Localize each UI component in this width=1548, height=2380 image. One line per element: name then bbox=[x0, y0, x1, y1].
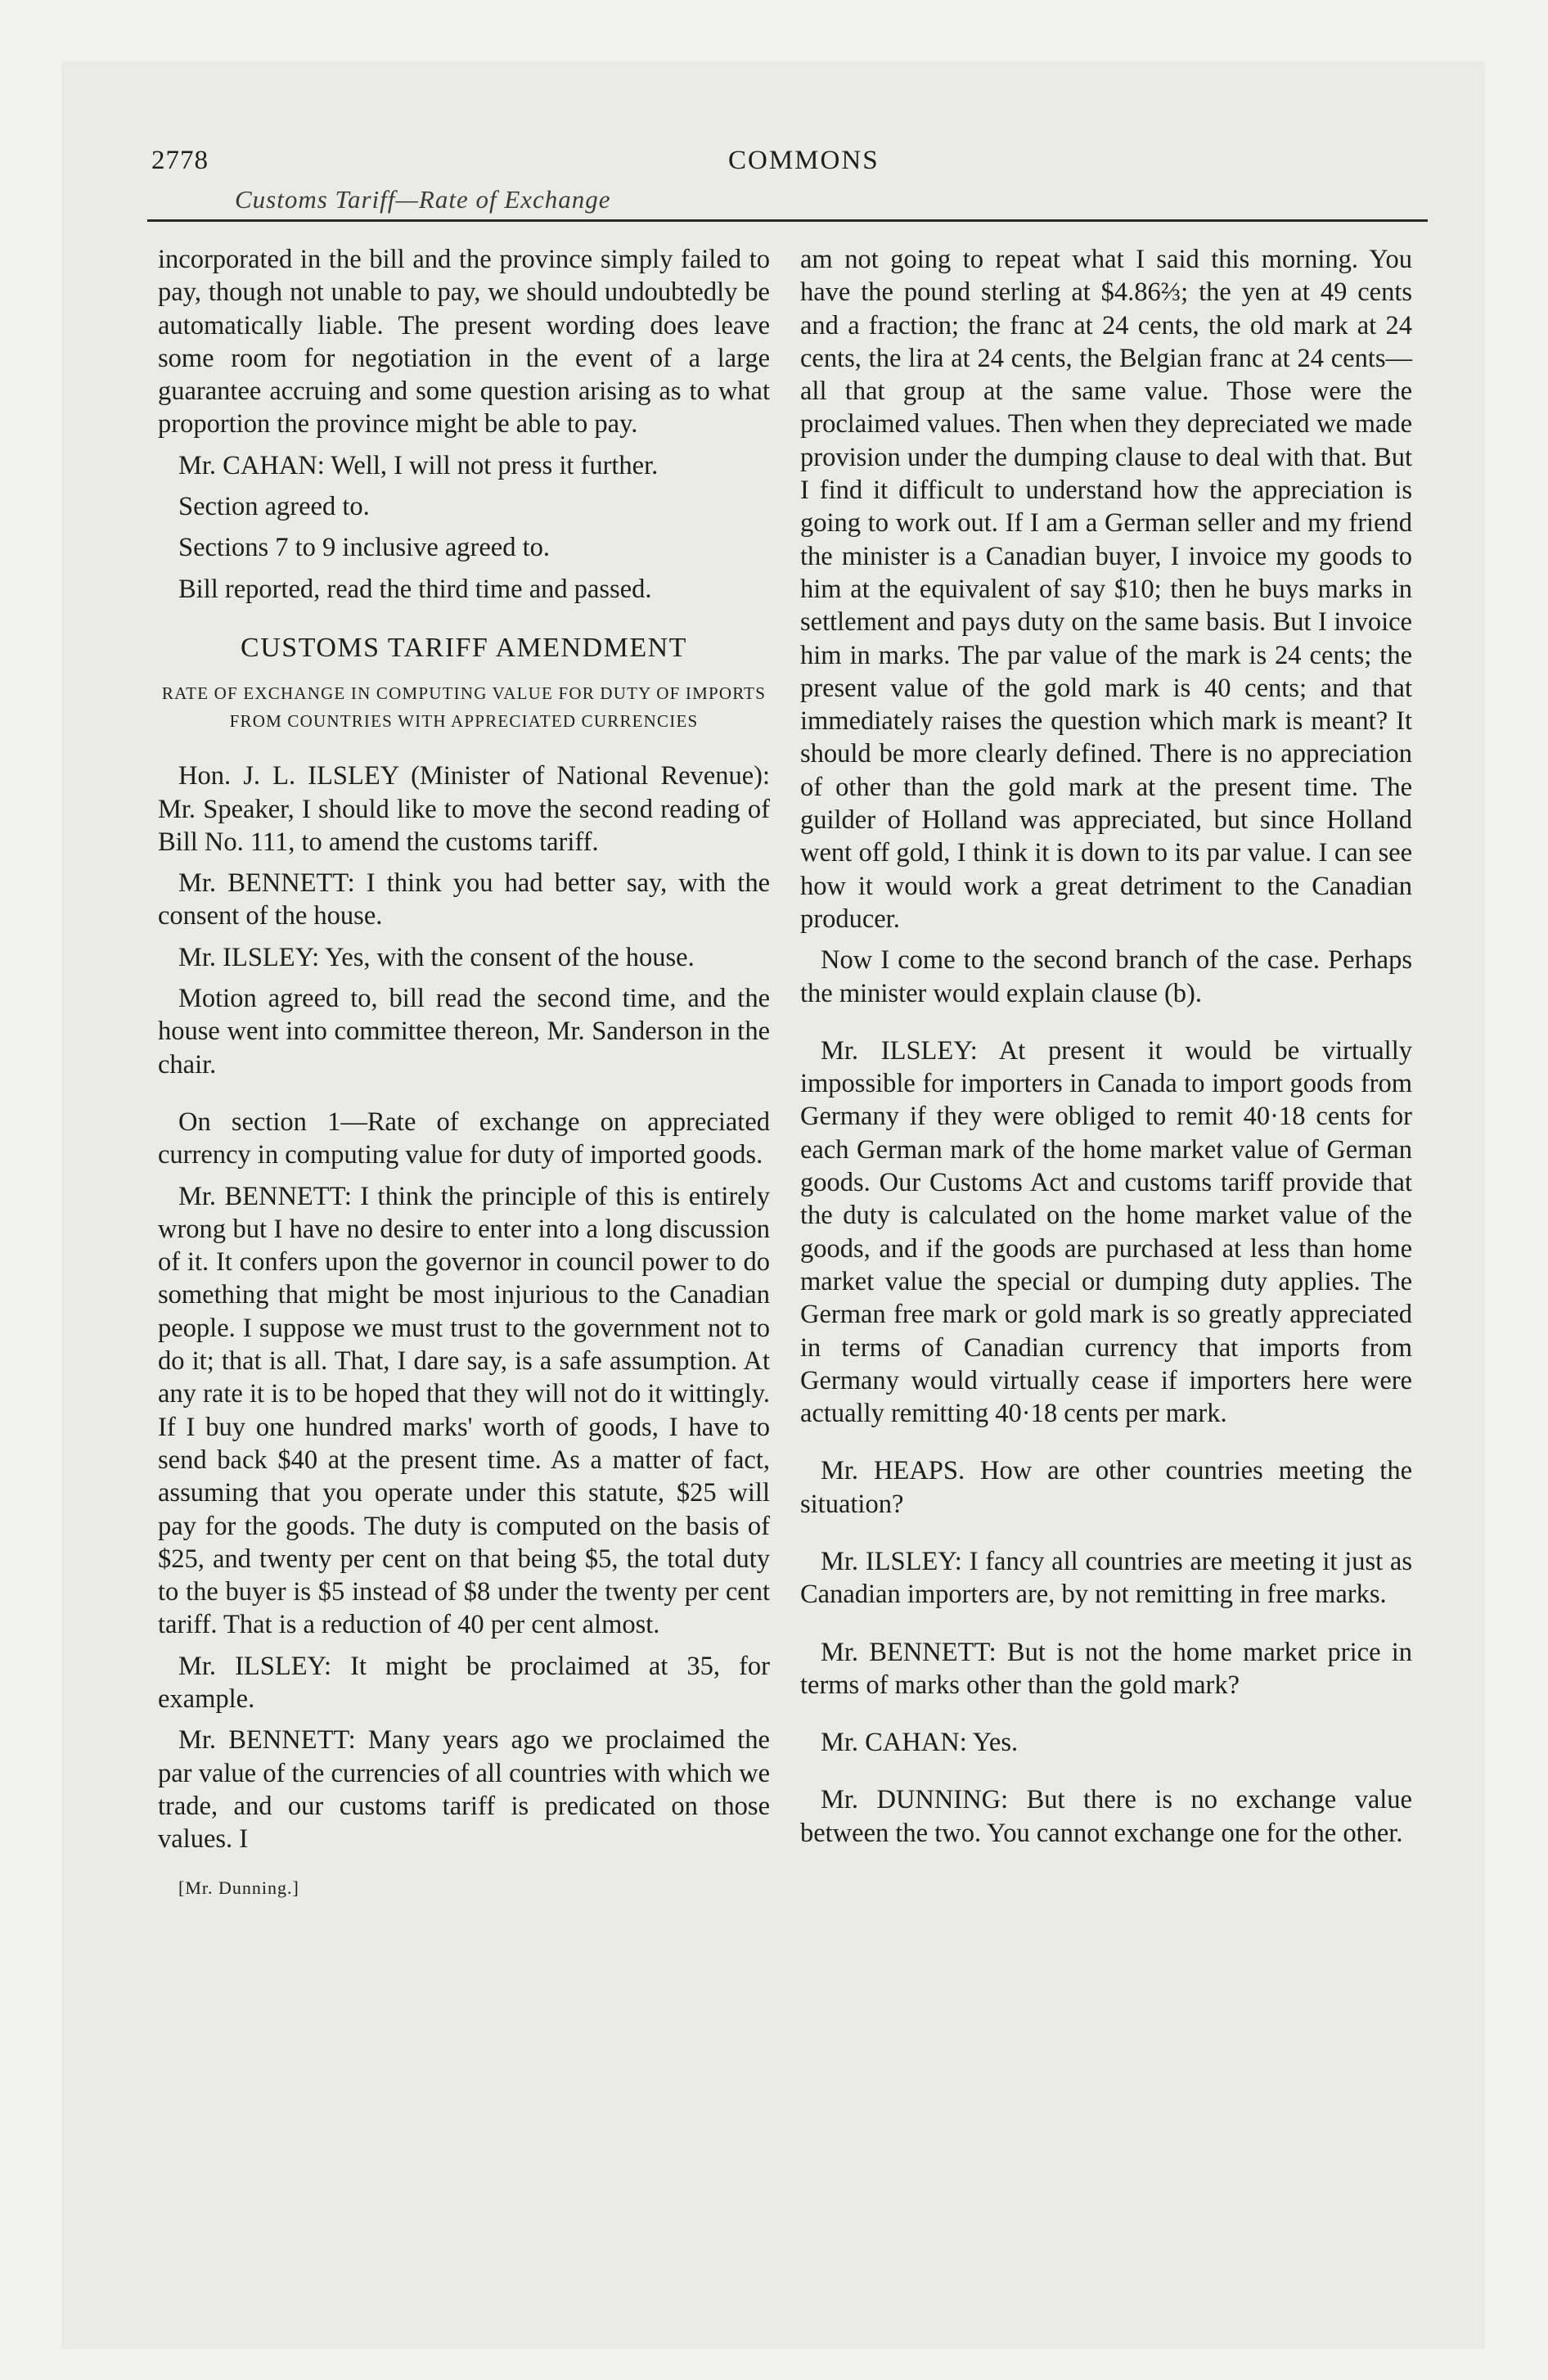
paragraph: Mr. CAHAN: Yes. bbox=[821, 1728, 1019, 1758]
running-subtitle: Customs Tariff—Rate of Exchange bbox=[235, 185, 611, 214]
paragraph: incorporated in the bill and the province simply failed to pay, though not unable to pay, we should undoubtedly be automatically liable. The present wording does leave some room for negotiation in the event of a large guarantee accruing and some question arising as to what proportion the province might be able to pay. bbox=[158, 245, 770, 439]
page-number: 2778 bbox=[151, 146, 209, 175]
paragraph: Mr. BENNETT: Many years ago we proclaimed the par value of the currencies of all countries with which we trade, and our customs tariff is predicated on those values. I bbox=[158, 1725, 770, 1855]
header-rule bbox=[147, 219, 1428, 222]
running-head: COMMONS bbox=[728, 146, 880, 175]
paragraph: Mr. ILSLEY: It might be proclaimed at 35, for example. bbox=[158, 1651, 770, 1714]
paragraph: Hon. J. L. ILSLEY (Minister of National Revenue): Mr. Speaker, I should like to move the second reading of Bill No. 111, to amend the customs tariff. bbox=[158, 761, 770, 857]
paragraph: Mr. BENNETT: I think the principle of this is entirely wrong but I have no desire to enter into a long discussion of it. It confers upon the governor in council power to do something that might be most injurious to the Canadian people. I suppose we must trust to the government not to do it; that is all. That, I dare say, is a safe assumption. At any rate it is to be hoped that they will not do it wittingly. If I buy one hundred marks' worth of goods, I have to send back $40 at the present time. As a matter of fact, assuming that you operate under this statute, $25 will pay for the goods. The duty is computed on the basis of $25, and twenty per cent on that being $5, the total duty to the buyer is $5 instead of $8 under the twenty per cent tariff. That is a reduction of 40 per cent almost. bbox=[158, 1181, 770, 1640]
section-title: CUSTOMS TARIFF AMENDMENT bbox=[241, 632, 687, 663]
paragraph: Section agreed to. bbox=[178, 492, 370, 522]
paragraph: Now I come to the second branch of the case. Perhaps the minister would explain clause (b). bbox=[800, 945, 1412, 1008]
paragraph: Mr. DUNNING: But there is no exchange value between the two. You cannot exchange one for the other. bbox=[800, 1785, 1412, 1848]
right-column bbox=[800, 243, 1412, 1850]
paragraph: Sections 7 to 9 inclusive agreed to. bbox=[178, 533, 551, 563]
left-column bbox=[158, 243, 770, 1905]
paragraph: Mr. BENNETT: But is not the home market price in terms of marks other than the gold mark? bbox=[800, 1637, 1412, 1700]
paragraph: On section 1—Rate of exchange on appreciated currency in computing value for duty of imported goods. bbox=[158, 1107, 770, 1170]
paragraph: Mr. ILSLEY: Yes, with the consent of the house. bbox=[178, 942, 695, 972]
paragraph: Mr. ILSLEY: I fancy all countries are meeting it just as Canadian importers are, by not remitting in free marks. bbox=[800, 1546, 1412, 1610]
paragraph: Mr. CAHAN: Well, I will not press it further. bbox=[178, 450, 659, 480]
paragraph: am not going to repeat what I said this morning. You have the pound sterling at $4.86⅔; the yen at 49 cents and a fraction; the franc at 24 cents, the old mark at 24 cents, the lira at 24 cents, the Belgian franc at 24 cents—all that group at the same value. Those were the proclaimed values. Then when they depreciated we made provision under the dumping clause to deal with that. But I find it difficult to understand how the appreciation is going to work out. If I am a German seller and my friend the minister is a Canadian buyer, I invoice my goods to him at the equivalent of say $10; then he buys marks in settlement and pays duty on the same basis. But I invoice him in marks. The par value of the mark is 24 cents; the present value of the gold mark is 40 cents; and that immediately raises the question which mark is meant? It should be more clearly defined. There is no appreciation of other than the gold mark at the present time. The guilder of Holland was appreciated, but since Holland went off gold, I think it is down to its par value. I can see how it would work a great detriment to the Canadian producer. bbox=[800, 245, 1412, 934]
paragraph: Mr. BENNETT: I think you had better say, with the consent of the house. bbox=[158, 868, 770, 931]
paragraph: Mr. HEAPS. How are other countries meeting the situation? bbox=[800, 1456, 1412, 1519]
section-subtitle: RATE OF EXCHANGE IN COMPUTING VALUE FOR DUTY OF IMPORTS FROM COUNTRIES WITH APPRECIATED CURRENCIES bbox=[161, 683, 767, 732]
paragraph: Motion agreed to, bill read the second time, and the house went into committee thereon, Mr. Sanderson in the chair. bbox=[158, 984, 770, 1080]
paragraph: Mr. ILSLEY: At present it would be virtually impossible for importers in Canada to import goods from Germany if they were obliged to remit 40·18 cents for each German mark of the home market value of German goods. Our Customs Act and customs tariff provide that the duty is calculated on the home market value of the goods, and if the goods are purchased at less than home market value the special or dumping duty applies. The German free mark or gold mark is so greatly appreciated in terms of Canadian currency that imports from Germany would virtually cease if importers here were actually remitting 40·18 cents per mark. bbox=[800, 1035, 1412, 1429]
footer-reference: [Mr. Dunning.] bbox=[178, 1877, 299, 1899]
paragraph: Bill reported, read the third time and passed. bbox=[178, 574, 652, 604]
page-header bbox=[147, 88, 1428, 213]
